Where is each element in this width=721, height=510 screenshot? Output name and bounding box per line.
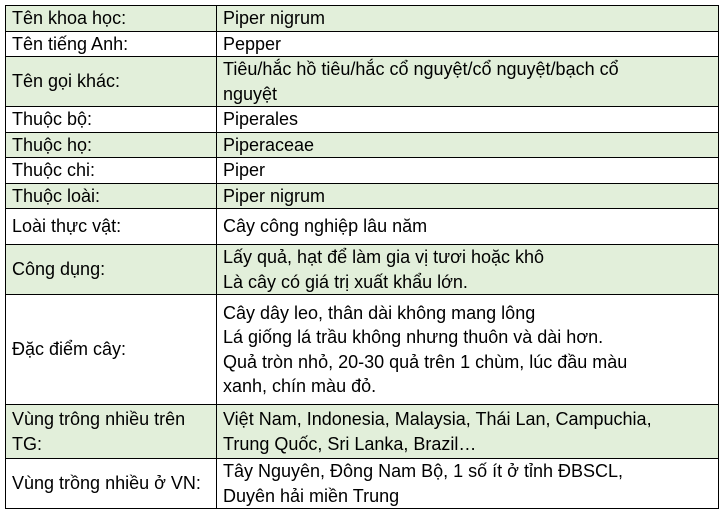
value-cell[interactable] <box>217 132 719 158</box>
table-row <box>6 295 719 405</box>
value-cell[interactable] <box>217 209 719 245</box>
plant-info-table <box>5 5 719 509</box>
row-label: Thuộc họ: <box>12 134 93 155</box>
value-line: Piperaceae <box>223 134 315 155</box>
table-row <box>6 107 719 133</box>
label-cell[interactable] <box>6 183 217 209</box>
table-row <box>6 158 719 184</box>
label-cell[interactable] <box>6 57 217 107</box>
label-cell[interactable] <box>6 459 217 509</box>
value-line: Lá giống lá trầu không nhưng thuôn và dài hơn. <box>223 327 604 347</box>
value-line: Việt Nam, Indonesia, Malaysia, Thái Lan, Campuchia, <box>223 409 652 429</box>
value-cell[interactable] <box>217 183 719 209</box>
value-line: Tây Nguyên, Đông Nam Bộ, 1 số ít ở tỉnh ĐBSCL, <box>223 461 623 481</box>
value-line: Piperales <box>223 109 299 129</box>
value-line: Là cây có giá trị xuất khẩu lớn. <box>223 271 468 292</box>
row-label: Vùng trông nhiều trên <box>12 409 186 429</box>
table-row <box>6 6 719 32</box>
label-cell[interactable] <box>6 31 217 57</box>
table-row <box>6 405 719 459</box>
value-line: Piper nigrum <box>223 185 326 206</box>
table-row <box>6 31 719 57</box>
row-label: Vùng trồng nhiều ở VN: <box>12 473 201 494</box>
row-label: Thuộc loài: <box>12 185 101 206</box>
label-cell[interactable] <box>6 6 217 32</box>
value-cell[interactable] <box>217 295 719 405</box>
row-label: Tên gọi khác: <box>12 71 121 92</box>
value-cell[interactable] <box>217 6 719 32</box>
row-label: Tên khoa học: <box>12 8 127 28</box>
value-cell[interactable] <box>217 459 719 509</box>
label-cell[interactable] <box>6 405 217 459</box>
value-line: xanh, chín màu đỏ. <box>223 376 377 396</box>
value-line: Trung Quốc, Sri Lanka, Brazil… <box>223 433 477 454</box>
table-row <box>6 209 719 245</box>
label-cell[interactable] <box>6 209 217 245</box>
value-line: Duyên hải miền Trung <box>223 485 400 506</box>
label-cell[interactable] <box>6 107 217 133</box>
value-cell[interactable] <box>217 158 719 184</box>
row-label: Thuộc bộ: <box>12 109 93 129</box>
row-label: Thuộc chi: <box>12 160 96 180</box>
value-line: Cây dây leo, thân dài không mang lông <box>223 302 536 323</box>
table-row <box>6 459 719 509</box>
table-row <box>6 132 719 158</box>
value-line: Cây công nghiệp lâu năm <box>223 216 428 237</box>
row-label: Đặc điểm cây: <box>12 339 127 360</box>
label-cell[interactable] <box>6 158 217 184</box>
table-row <box>6 57 719 107</box>
value-cell[interactable] <box>217 57 719 107</box>
spreadsheet-area <box>5 5 718 509</box>
value-line: Lấy quả, hạt để làm gia vị tươi hoặc khô <box>223 247 545 267</box>
value-cell[interactable] <box>217 107 719 133</box>
value-line: Quả tròn nhỏ, 20-30 quả trên 1 chùm, lúc đầu màu <box>223 351 628 372</box>
value-cell[interactable] <box>217 245 719 295</box>
row-label: Loài thực vật: <box>12 216 122 237</box>
label-cell[interactable] <box>6 132 217 158</box>
value-cell[interactable] <box>217 31 719 57</box>
value-line: Pepper <box>223 33 282 54</box>
row-label: Tên tiếng Anh: <box>12 33 129 54</box>
row-label: Công dụng: <box>12 259 106 280</box>
label-cell[interactable] <box>6 245 217 295</box>
value-line: nguyệt <box>223 83 278 104</box>
table-row <box>6 245 719 295</box>
value-cell[interactable] <box>217 405 719 459</box>
value-line: Tiêu/hắc hồ tiêu/hắc cổ nguyệt/cổ nguyệt/bạch cổ <box>223 59 619 79</box>
row-label: TG: <box>12 433 42 454</box>
label-cell[interactable] <box>6 295 217 405</box>
value-line: Piper nigrum <box>223 8 326 28</box>
table-row <box>6 183 719 209</box>
value-line: Piper <box>223 160 266 180</box>
